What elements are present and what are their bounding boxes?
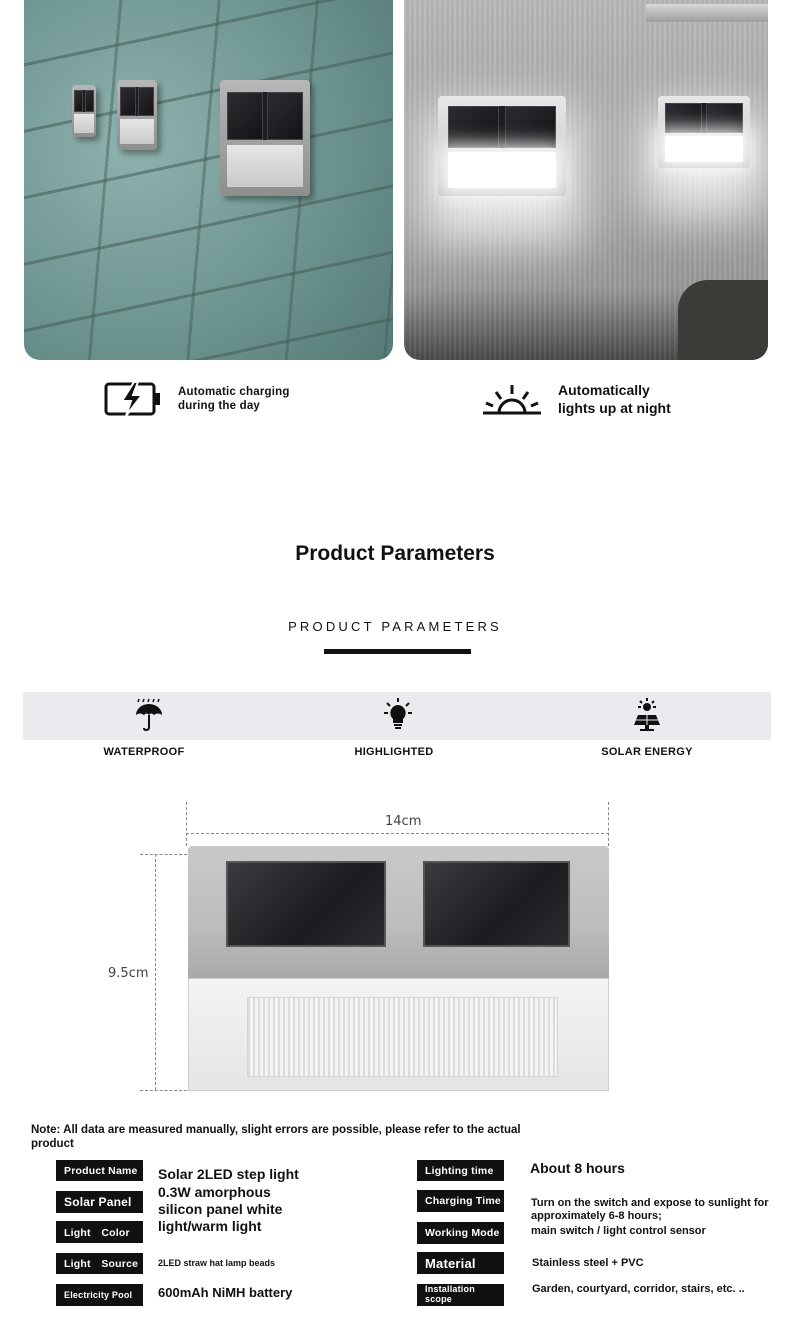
solar-cell-right [423,861,570,947]
width-dimension-line [186,833,609,834]
solar-panel-icon [632,697,662,733]
spec-value-panel-color: 0.3W amorphous silicon panel white light/warm light [158,1184,283,1234]
spec-value-battery: 600mAh NiMH battery [158,1285,293,1300]
step-light-medium [117,80,157,150]
spec-label-electricity-pool: Electricity Pool [56,1284,143,1306]
spec-value-product-name: Solar 2LED step light [158,1166,299,1182]
feature-day-charging-text: Automatic charging during the day [178,385,290,412]
height-dimension-label: 9.5cm [108,966,149,981]
height-dimension-line [155,854,156,1090]
attribute-label-highlighted: HIGHLIGHTED [354,746,434,758]
section-subtitle: PRODUCT PARAMETERS [288,619,502,634]
spec-label-charging-time: Charging Time [417,1190,504,1212]
step-light-large [220,80,310,196]
width-dimension-label: 14cm [385,814,422,829]
feature-day-charging [104,380,308,418]
lightbulb-icon [383,697,413,733]
nighttime-wall-photo [404,0,768,360]
height-extension-top [140,854,192,855]
step-light-glowing-right [658,96,750,168]
width-extension-left [186,802,187,846]
umbrella-rain-icon [134,697,164,733]
feature-night-light [482,382,688,417]
spec-value-charging-time: Turn on the switch and expose to sunlight for approximately 6-8 hours; [531,1197,769,1223]
width-extension-right [608,802,609,846]
spec-label-light-color: Light Color [56,1221,143,1243]
spec-value-light-source: 2LED straw hat lamp beads [158,1258,276,1268]
spec-label-product-name: Product Name [56,1160,143,1181]
spec-label-material: Material [417,1252,504,1274]
measurement-note: Note: All data are measured manually, slight errors are possible, please refer to the actual product [31,1124,521,1151]
feature-night-light-text: Automatically lights up at night [558,382,671,416]
height-extension-bottom [140,1090,192,1091]
product-top-housing [188,846,609,978]
ground-plants [678,280,768,360]
battery-charging-icon [104,380,162,418]
spec-value-material: Stainless steel + PVC [532,1257,644,1269]
spec-label-solar-panel: Solar Panel [56,1191,143,1213]
attribute-label-waterproof: WATERPROOF [103,746,185,758]
attribute-label-solar-energy: SOLAR ENERGY [601,746,693,758]
step-light-product-diagram [188,846,609,1091]
solar-cell-left [226,861,386,947]
spec-label-lighting-time: Lighting time [417,1160,504,1181]
step-light-glowing-left [438,96,566,196]
section-divider [324,649,471,654]
daytime-wall-photo [24,0,393,360]
spec-label-working-mode: Working Mode [417,1222,504,1244]
spec-label-installation-scope: Installation scope [417,1284,504,1306]
product-light-housing [188,978,609,1091]
spec-label-light-source: Light Source [56,1253,143,1274]
spec-value-lighting-time: About 8 hours [530,1160,625,1176]
sunset-icon [482,383,542,417]
product-led-lens [247,997,558,1077]
section-title: Product Parameters [295,542,495,565]
spec-value-installation-scope: Garden, courtyard, corridor, stairs, etc. .. [532,1283,745,1295]
metal-rail [646,4,768,22]
spec-value-working-mode: main switch / light control sensor [531,1225,706,1237]
step-light-small [72,85,96,137]
